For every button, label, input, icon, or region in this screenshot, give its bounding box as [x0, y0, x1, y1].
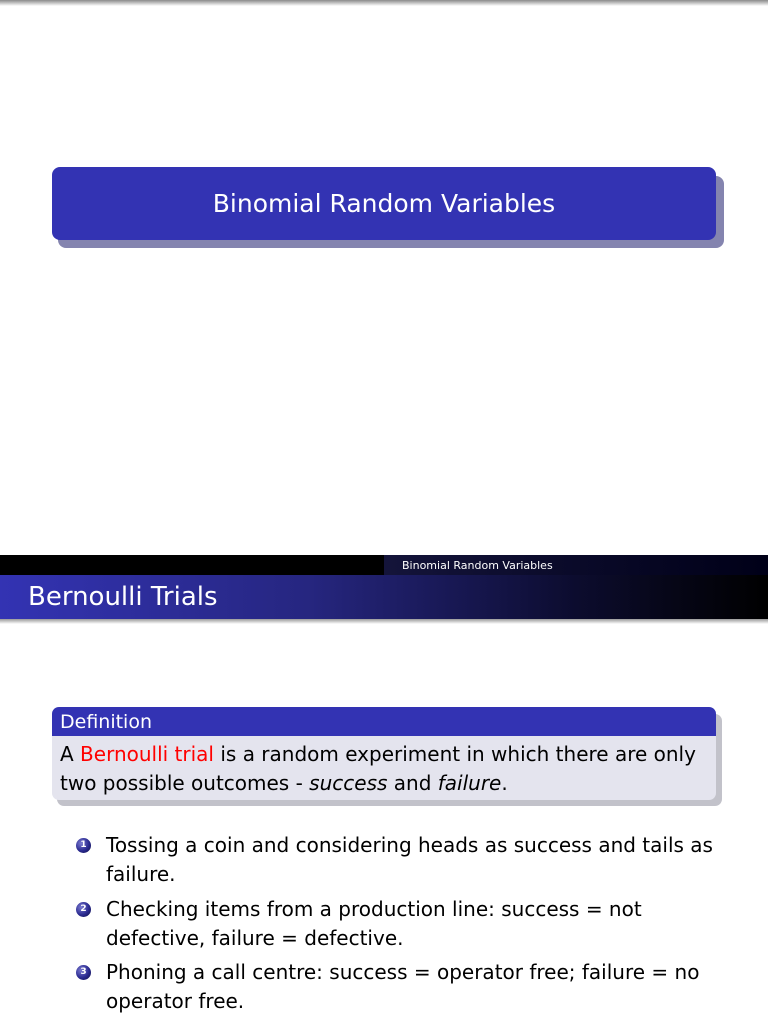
- headline-section-title: Binomial Random Variables: [402, 558, 553, 572]
- definition-heading: [52, 707, 716, 736]
- list-item-text: Checking items from a production line: success = not defective, failure = defective.: [106, 897, 642, 950]
- list-item: [76, 958, 716, 1016]
- definition-period: .: [501, 771, 508, 795]
- list-number-ball: 3: [76, 965, 91, 980]
- frame-title-bar: [0, 575, 768, 619]
- list-item: [76, 831, 716, 889]
- frame-title-underline: [0, 619, 768, 624]
- slide-headline: [0, 555, 768, 575]
- list-item-text: Phoning a call centre: success = operator free; failure = no operator free.: [106, 960, 700, 1013]
- definition-heading-text: Definition: [60, 710, 153, 733]
- top-rule: [0, 0, 768, 6]
- headline-section: [384, 555, 768, 575]
- presentation-title: Binomial Random Variables: [212, 189, 556, 218]
- list-item-text: Tossing a coin and considering heads as success and tails as failure.: [106, 833, 713, 886]
- headline-left: [0, 555, 384, 575]
- list-number-ball: 1: [76, 838, 91, 853]
- definition-and: and: [387, 771, 438, 795]
- list-number-ball: 2: [76, 902, 91, 917]
- definition-body: [52, 736, 716, 800]
- frame-title: Bernoulli Trials: [28, 582, 218, 612]
- list-item: [76, 895, 716, 953]
- definition-failure: failure: [437, 771, 502, 795]
- definition-text-before: A: [60, 742, 81, 766]
- definition-text-middle: is a random experiment in which there are only two possible outcomes -: [60, 742, 696, 795]
- definition-term: Bernoulli trial: [80, 742, 214, 766]
- title-box: [52, 167, 716, 240]
- definition-success: success: [309, 771, 388, 795]
